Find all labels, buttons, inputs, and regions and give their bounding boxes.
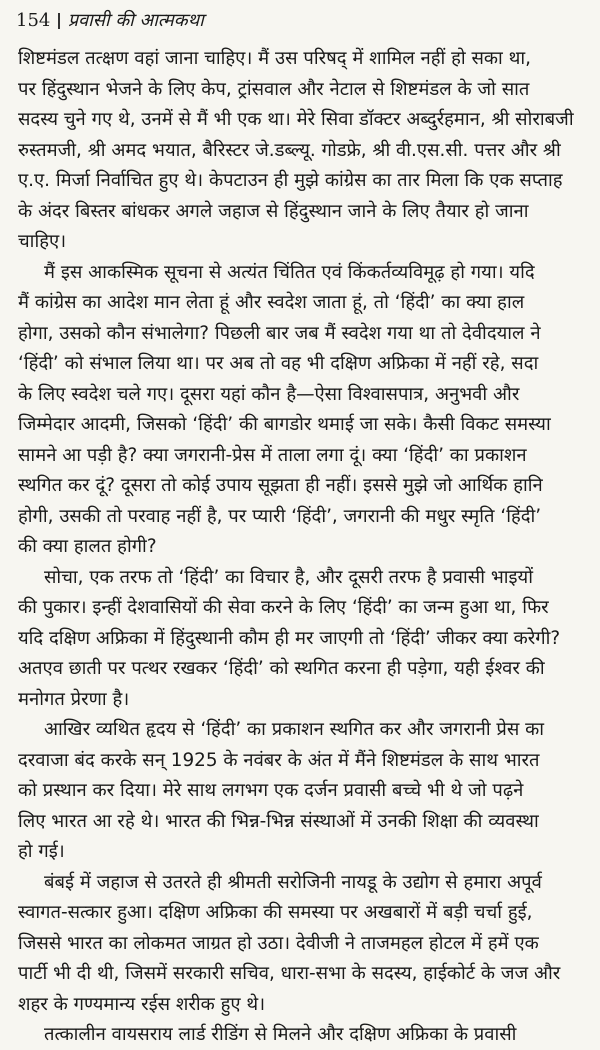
text-line: को प्रस्थान कर दिया। मेरे साथ लगभग एक दर्जन प्रवासी बच्चे भी थे जो पढ़ने <box>18 780 524 801</box>
paragraph <box>18 44 600 258</box>
header-divider <box>58 13 60 29</box>
text-line: जिम्मेदार आदमी, जिसको ‘हिंदी’ की बागडोर थमाई जा सके। कैसी विकट समस्या <box>18 414 551 435</box>
text-line: मैं कांग्रेस का आदेश मान लेता हूं और स्वदेश जाता हूं, तो ‘हिंदी’ का क्या हाल <box>18 292 525 313</box>
paragraph <box>18 715 600 868</box>
page-header <box>16 6 204 36</box>
paragraph <box>18 563 600 716</box>
text-line: मैं इस आकस्मिक सूचना से अत्यंत चिंतित एवं किंकर्तव्यविमूढ़ हो गया। यदि <box>44 261 535 283</box>
text-line: आखिर व्यथित हृदय से ‘हिंदी’ का प्रकाशन स्थगित कर और जगरानी प्रेस का <box>44 719 545 740</box>
text-line: ए.ए. मिर्जा निर्वाचित हुए थे। केपटाउन ही मुझे कांग्रेस का तार मिला कि एक सप्ताह <box>18 170 563 191</box>
text-line: सदस्य चुने गए थे, उनमें से मैं भी एक था। मेरे सिवा डॉक्टर अब्दुर्रहमान, श्री सोराबजी <box>18 109 574 130</box>
text-line: दरवाजा बंद करके सन् 1925 के नवंबर के अंत में मैंने शिष्टमंडल के साथ भारत <box>18 749 540 771</box>
text-line: जिससे भारत का लोकमत जाग्रत हो उठा। देवीजी ने ताजमहल होटल में हमें एक <box>18 932 539 954</box>
text-line: पर हिंदुस्थान भेजने के लिए केप, ट्रांसवाल और नेटाल से शिष्टमंडल के जो सात <box>18 78 530 100</box>
text-line: की पुकार। इन्हीं देशवासियों की सेवा करने के लिए ‘हिंदी’ का जन्म हुआ था, फिर <box>18 597 549 618</box>
text-line: के लिए स्वदेश चले गए। दूसरा यहां कौन है—ऐसा विश्वासपात्र, अनुभवी और <box>18 383 520 405</box>
text-line: शहर के गण्यमान्य रईस शरीक हुए थे। <box>18 993 266 1015</box>
text-line: हो गई। <box>18 841 65 862</box>
text-line: होगा, उसको कौन संभालेगा? पिछली बार जब मैं स्वदेश गया था तो देवीदयाल ने <box>18 322 541 344</box>
text-line: यदि दक्षिण अफ्रिका में हिंदुस्थानी कौम ही मर जाएगी तो ‘हिंदी’ जीकर क्या करेगी? <box>18 627 561 649</box>
text-line: के अंदर बिस्तर बांधकर अगले जहाज से हिंदुस्थान जाने के लिए तैयार हो जाना <box>18 200 529 222</box>
text-line: मनोगत प्रेरणा है। <box>18 688 130 710</box>
paragraph <box>18 868 600 1021</box>
text-line: होगी, उसकी तो परवाह नहीं है, पर प्यारी ‘हिंदी’, जगरानी की मधुर स्मृति ‘हिंदी’ <box>18 505 542 527</box>
page-number: 154 <box>16 10 51 31</box>
text-line: अतएव छाती पर पत्थर रखकर ‘हिंदी’ को स्थगित करना ही पड़ेगा, यही ईश्वर की <box>18 658 545 679</box>
text-line: लिए भारत आ रहे थे। भारत की भिन्न-भिन्न संस्थाओं में उनकी शिक्षा की व्यवस्था <box>18 810 539 832</box>
text-line: रुस्तमजी, श्री अमद भयात, बैरिस्टर जे.डब्ल्यू. गोडफ्रे, श्री वी.एस.सी. पत्तर और श्री <box>18 139 561 161</box>
text-line: स्थगित कर दूं? दूसरा तो कोई उपाय सूझता ही नहीं। इससे मुझे जो आर्थिक हानि <box>18 475 543 496</box>
text-line: बंबई में जहाज से उतरते ही श्रीमती सरोजिनी नायडू के उद्योग से हमारा अपूर्व <box>44 871 542 893</box>
text-line: ‘हिंदी’ को संभाल लिया था। पर अब तो वह भी दक्षिण अफ्रिका में नहीं रहे, सदा <box>18 353 539 374</box>
text-line: स्वागत-सत्कार हुआ। दक्षिण अफ्रिका की समस्या पर अखबारों में बड़ी चर्चा हुई, <box>18 902 533 923</box>
paragraph <box>18 1020 600 1050</box>
text-line: सोचा, एक तरफ तो ‘हिंदी’ का विचार है, और दूसरी तरफ है प्रवासी भाइयों <box>44 566 533 588</box>
paragraph <box>18 258 600 563</box>
text-line: चाहिए। <box>18 231 67 252</box>
running-title: प्रवासी की आत्मकथा <box>67 10 204 31</box>
text-line: की क्या हालत होगी? <box>18 536 157 557</box>
text-line: तत्कालीन वायसराय लार्ड रीडिंग से मिलने और दक्षिण अफ्रिका के प्रवासी <box>44 1024 517 1045</box>
text-line: पार्टी भी दी थी, जिसमें सरकारी सचिव, धारा-सभा के सदस्य, हाईकोर्ट के जज और <box>18 963 561 984</box>
text-line: सामने आ पड़ी है? क्या जगरानी-प्रेस में ताला लगा दूं। क्या ‘हिंदी’ का प्रकाशन <box>18 444 527 466</box>
text-line: शिष्टमंडल तत्क्षण वहां जाना चाहिए। मैं उस परिषद् में शामिल नहीं हो सका था, <box>18 48 532 69</box>
body-text <box>18 44 600 1050</box>
